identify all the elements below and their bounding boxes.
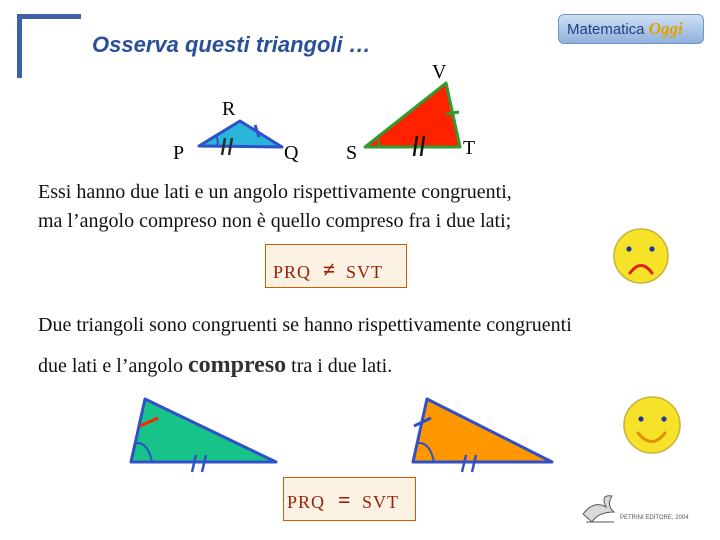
publisher-credit: PETRINI EDITORE, 2004	[620, 515, 689, 521]
statement-2-emphasis: compreso	[187, 352, 287, 378]
vertex-label-t: T	[463, 137, 476, 159]
vertex-label-s: S	[346, 142, 358, 164]
comparison-2-left: PRQ	[287, 492, 326, 512]
comparison-2-relation: =	[338, 487, 351, 512]
publisher-logo-icon	[583, 496, 614, 522]
sad-face-icon	[614, 229, 668, 283]
vertex-label-v: V	[432, 61, 447, 83]
vertex-label-r: R	[222, 98, 236, 120]
statement-1-line-1: Essi hanno due lati e un angolo rispettivamente congruenti,	[38, 181, 512, 203]
logo-accent: Oggi	[648, 19, 683, 38]
triangle-svt	[365, 83, 460, 147]
triangle-orange	[413, 399, 552, 462]
statement-2-line-1: Due triangoli sono congruenti se hanno rispettivamente congruenti	[38, 314, 572, 336]
vertex-label-p: P	[173, 142, 185, 164]
tick-vt	[446, 112, 459, 114]
comparison-2-right: SVT	[362, 492, 400, 512]
slide-title: Osserva questi triangoli …	[92, 32, 371, 57]
statement-2-line-2	[38, 353, 392, 377]
vertex-label-q: Q	[284, 142, 299, 164]
happy-face-icon	[624, 397, 680, 453]
comparison-1-left: PRQ	[273, 262, 312, 282]
statement-2-line-2-before: due lati e l’angolo	[38, 355, 188, 377]
triangle-green	[131, 399, 276, 462]
triangle-prq	[199, 121, 282, 147]
logo-text: Matematica	[567, 21, 645, 38]
comparison-1-relation: ≠	[323, 257, 336, 282]
comparison-1-right: SVT	[346, 262, 384, 282]
statement-2-line-2-after: tra i due lati.	[286, 355, 393, 377]
statement-1-line-2: ma l’angolo compreso non è quello compreso fra i due lati;	[38, 210, 512, 232]
